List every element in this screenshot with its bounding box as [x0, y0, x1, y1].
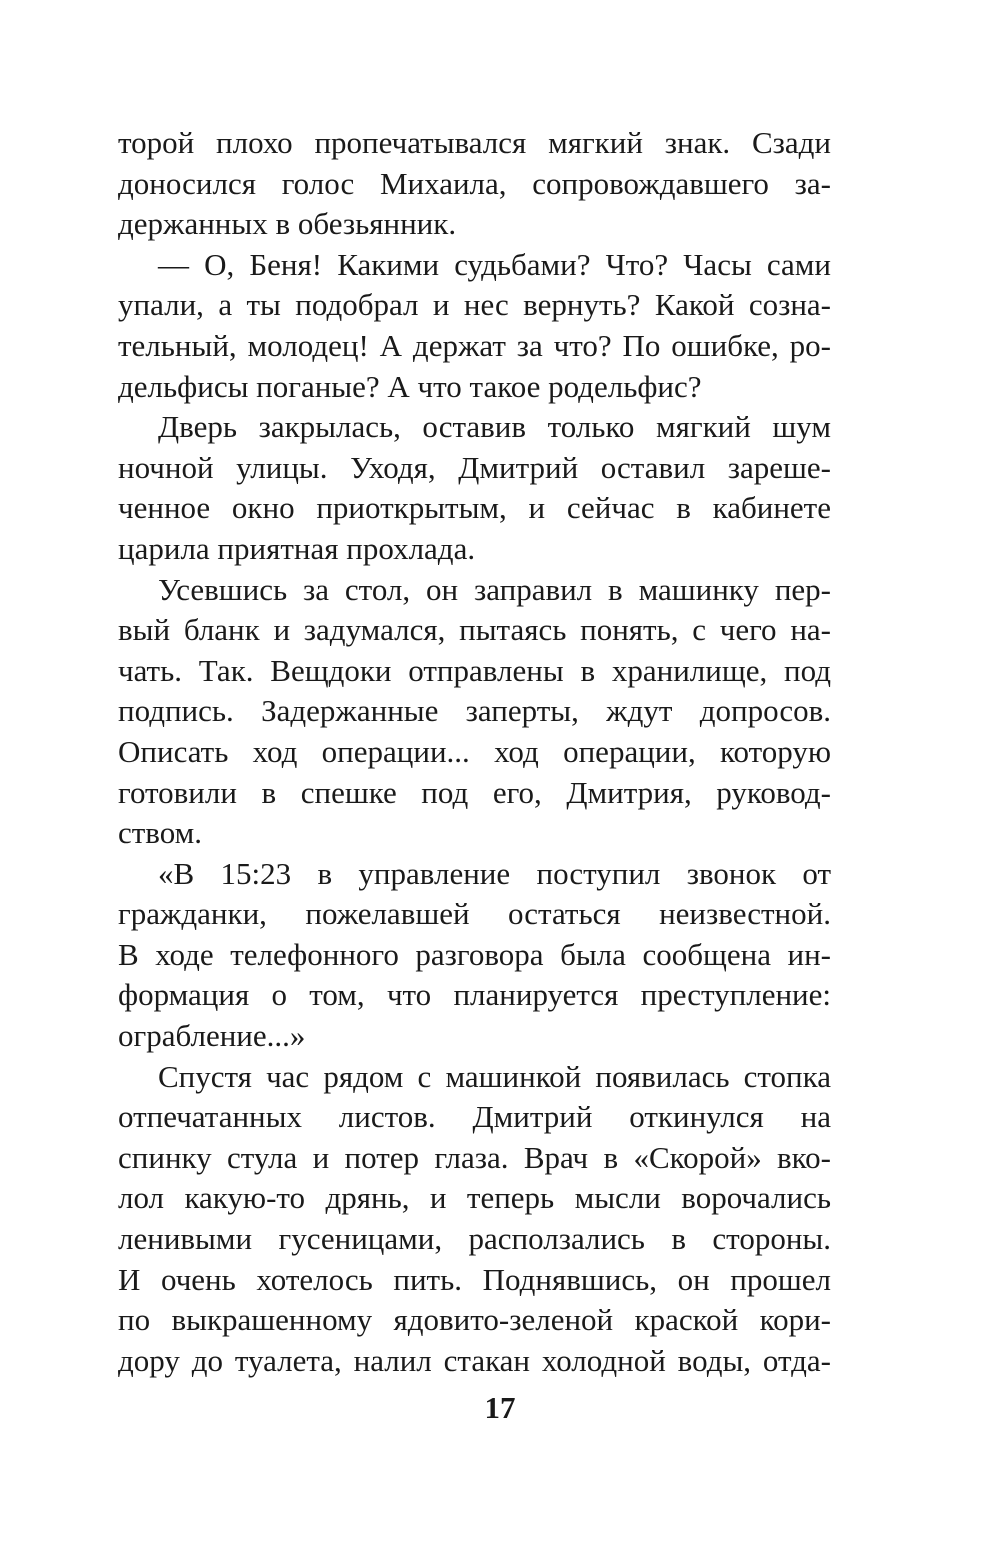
text-line: держанных в обезьянник. [118, 206, 457, 242]
text-line: ством. [118, 815, 203, 851]
text-line: ленивыми гусеницами, расползались в стороны. [118, 1221, 831, 1257]
text-line: «В 15:23 в управление поступил звонок от [158, 855, 831, 891]
body-text [118, 123, 831, 1381]
text-line: отпечатанных листов. Дмитрий откинулся на [118, 1099, 831, 1135]
text-line: по выкрашенному ядовито-зеленой краской кори- [118, 1302, 831, 1338]
text-line: формация о том, что планируется преступление: [118, 977, 831, 1013]
text-line: подпись. Задержанные заперты, ждут допросов. [118, 693, 831, 729]
text-line: ченное окно приоткрытым, и сейчас в кабинете [118, 490, 831, 526]
text-line: ограбление...» [118, 1018, 306, 1054]
text-line: Усевшись за стол, он заправил в машинку пер- [158, 571, 831, 607]
text-line: Спустя час рядом с машинкой появилась стопка [158, 1058, 831, 1094]
page-number: 17 [484, 1390, 516, 1425]
text-line: царила приятная прохлада. [118, 530, 476, 566]
text-line: И очень хотелось пить. Поднявшись, он прошел [118, 1261, 831, 1297]
text-line: дору до туалета, налил стакан холодной воды, отда- [118, 1342, 831, 1378]
text-line: готовили в спешке под его, Дмитрия, руковод- [118, 774, 831, 810]
text-line: торой плохо пропечатывался мягкий знак. Сзади [118, 125, 831, 160]
text-line: лол какую-то дрянь, и теперь мысли ворочались [118, 1180, 831, 1216]
text-line: вый бланк и задумался, пытаясь понять, с чего на- [118, 612, 831, 648]
text-line: спинку стула и потер глаза. Врач в «Скорой» вко- [118, 1139, 831, 1175]
text-line: чать. Так. Вещдоки отправлены в хранилище, под [118, 652, 831, 688]
text-line: доносился голос Михаила, сопровождавшего за- [118, 165, 831, 201]
text-line: ночной улицы. Уходя, Дмитрий оставил зареше- [118, 449, 831, 485]
text-line: В ходе телефонного разговора была сообщена ин- [118, 936, 831, 972]
text-line: Описать ход операции... ход операции, которую [118, 733, 831, 769]
text-line: дельфисы поганые? А что такое родельфис? [118, 368, 702, 404]
text-line: гражданки, пожелавшей остаться неизвестной. [118, 896, 831, 932]
text-line: — О, Беня! Какими судьбами? Что? Часы сами [158, 246, 831, 282]
text-line: Дверь закрылась, оставив только мягкий шум [158, 409, 831, 445]
text-line: тельный, молодец! А держат за что? По ошибке, ро- [118, 327, 831, 363]
text-line: упали, а ты подобрал и нес вернуть? Какой созна- [118, 287, 831, 323]
